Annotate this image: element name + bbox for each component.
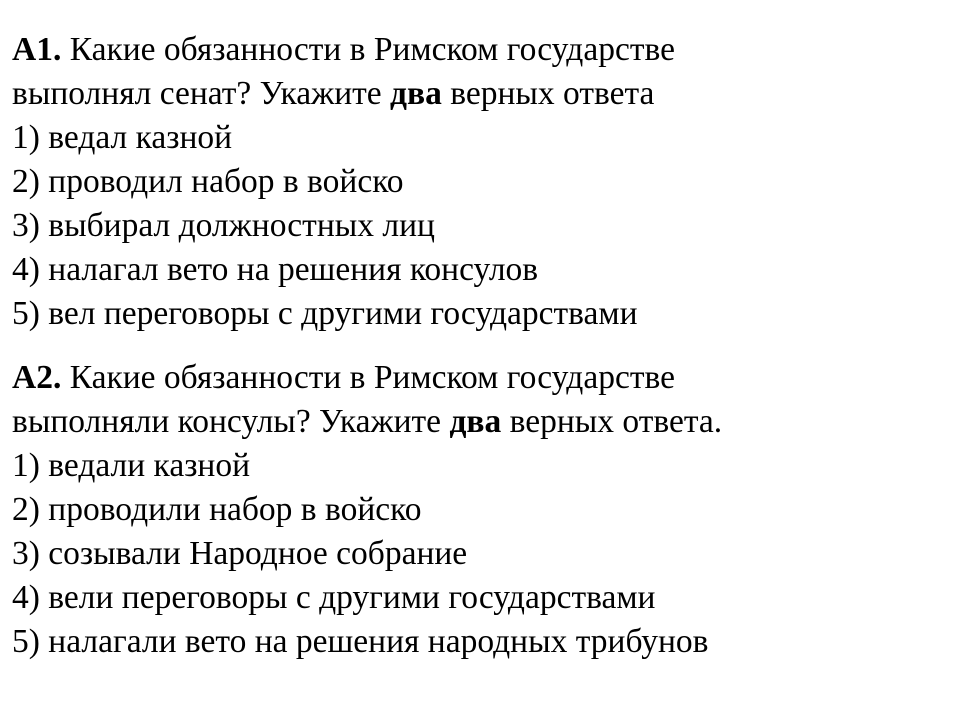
question-prompt-line	[12, 72, 952, 116]
question-prompt-text: верных ответа.	[501, 403, 723, 440]
question-prompt-text: выполняли консулы? Укажите	[12, 403, 450, 440]
question-prompt-text: верных ответа	[441, 75, 655, 112]
question-prompt-line	[12, 28, 952, 72]
question-prompt-text: выполнял сенат? Укажите	[12, 75, 391, 112]
answer-option: 3) созывали Народное собрание	[12, 535, 468, 572]
question-a1	[12, 28, 952, 336]
answer-option: 1) ведал казной	[12, 119, 233, 156]
slide-content	[12, 28, 952, 664]
emphasis-text: два	[449, 403, 502, 440]
answer-option: 1) ведали казной	[12, 447, 251, 484]
question-number: А2.	[12, 359, 62, 396]
question-prompt-text: Какие обязанности в Римском государстве	[61, 31, 675, 68]
question-number: А1.	[12, 31, 62, 68]
question-prompt-line	[12, 356, 952, 400]
answer-option: 5) вел переговоры с другими государствами	[12, 295, 638, 332]
answer-option: 4) вели переговоры с другими государствами	[12, 579, 656, 616]
answer-option: 5) налагали вето на решения народных трибунов	[12, 623, 709, 660]
answer-option: 4) налагал вето на решения консулов	[12, 251, 539, 288]
answer-option: 2) проводил набор в войско	[12, 163, 404, 200]
question-a2	[12, 356, 952, 664]
answer-option: 2) проводили набор в войско	[12, 491, 422, 528]
question-prompt-line	[12, 400, 952, 444]
emphasis-text: два	[390, 75, 442, 112]
question-prompt-text: Какие обязанности в Римском государстве	[61, 359, 675, 396]
answer-option: 3) выбирал должностных лиц	[12, 207, 435, 244]
